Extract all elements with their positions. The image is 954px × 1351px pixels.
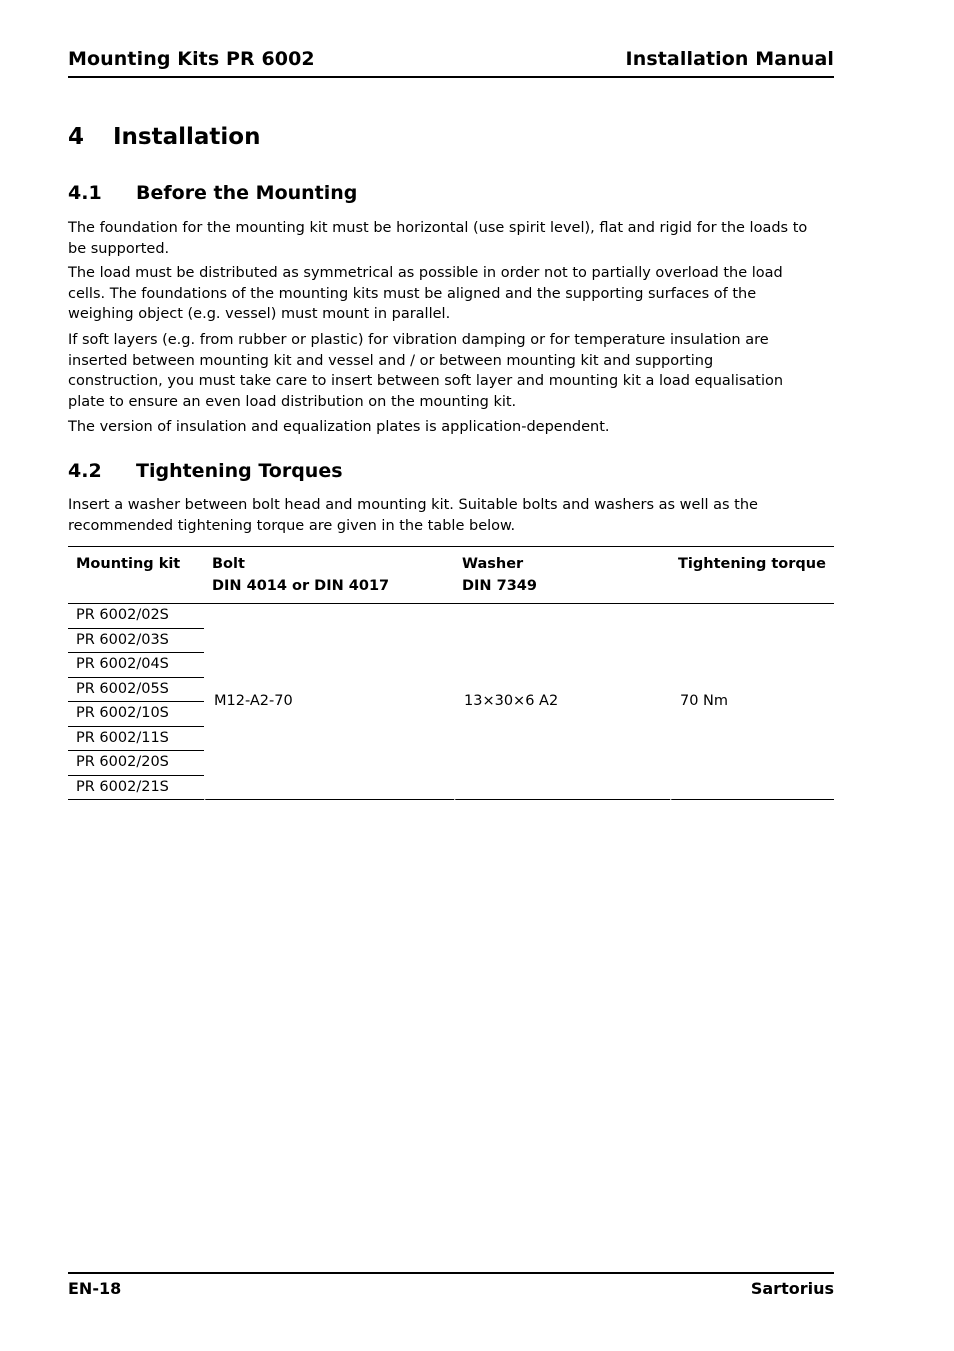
header-document-title: Mounting Kits PR 6002 <box>68 48 315 70</box>
header-bolt: Bolt DIN 4014 or DIN 4017 <box>204 546 454 604</box>
kit-cell: PR 6002/02S <box>68 604 204 629</box>
paragraph-washer-intro: Insert a washer between bolt head and mounting kit. Suitable bolts and washers as well as the recommended tightening torque are given in the table below. <box>68 497 758 534</box>
header-washer: Washer DIN 7349 <box>454 546 670 604</box>
subsection-number: 4.2 <box>68 460 102 482</box>
section-heading <box>68 124 260 150</box>
page-footer <box>68 1272 834 1298</box>
torque-cell: 70 Nm <box>670 604 834 800</box>
kit-cell: PR 6002/20S <box>68 751 204 776</box>
paragraph-load-distribution: The load must be distributed as symmetrical as possible in order not to partially overload the load cells. The foundations of the mounting kits must be aligned and the supporting surfaces of the weighing object (e.g. vessel) must mount in parallel. <box>68 265 783 322</box>
paragraph-soft-layers: If soft layers (e.g. from rubber or plastic) for vibration damping or for temperature insulation are inserted between mounting kit and vessel and / or between mounting kit and supporting construction, you must take care to insert between soft layer and mounting kit a load equalisation plate to ensure an even load distribution on the mounting kit. <box>68 332 784 410</box>
table-row <box>68 604 834 629</box>
subsection-title: Before the Mounting <box>136 182 358 204</box>
footer-company: Sartorius <box>750 1279 834 1298</box>
kit-cell: PR 6002/11S <box>68 727 204 752</box>
section-number: 4 <box>68 124 85 150</box>
kit-cell: PR 6002/21S <box>68 776 204 801</box>
subsection-number: 4.1 <box>68 182 102 204</box>
kit-cell: PR 6002/10S <box>68 702 204 727</box>
subsection-title: Tightening Torques <box>136 460 343 482</box>
section-title: Installation <box>113 124 261 150</box>
subsection-heading-before-mounting <box>68 182 357 204</box>
header-mounting-kit: Mounting kit <box>68 546 204 604</box>
washer-cell: 13×30×6 A2 <box>454 604 670 800</box>
page-number: EN-18 <box>68 1279 122 1298</box>
paragraph-foundation: The foundation for the mounting kit must be horizontal (use spirit level), flat and rigid for the loads to be supported. <box>68 220 808 257</box>
subsection-heading-tightening-torques <box>68 460 343 482</box>
bolt-cell: M12-A2-70 <box>204 604 454 800</box>
kit-cell: PR 6002/04S <box>68 653 204 678</box>
header-manual-type: Installation Manual <box>625 48 834 70</box>
page-header <box>68 44 834 78</box>
table-header-row <box>68 546 834 604</box>
tightening-torque-table <box>68 546 834 800</box>
paragraph-insulation-version: The version of insulation and equalization plates is application-dependent. <box>68 419 610 435</box>
kit-cell: PR 6002/03S <box>68 629 204 654</box>
header-tightening-torque: Tightening torque <box>670 546 834 604</box>
kit-cell: PR 6002/05S <box>68 678 204 703</box>
